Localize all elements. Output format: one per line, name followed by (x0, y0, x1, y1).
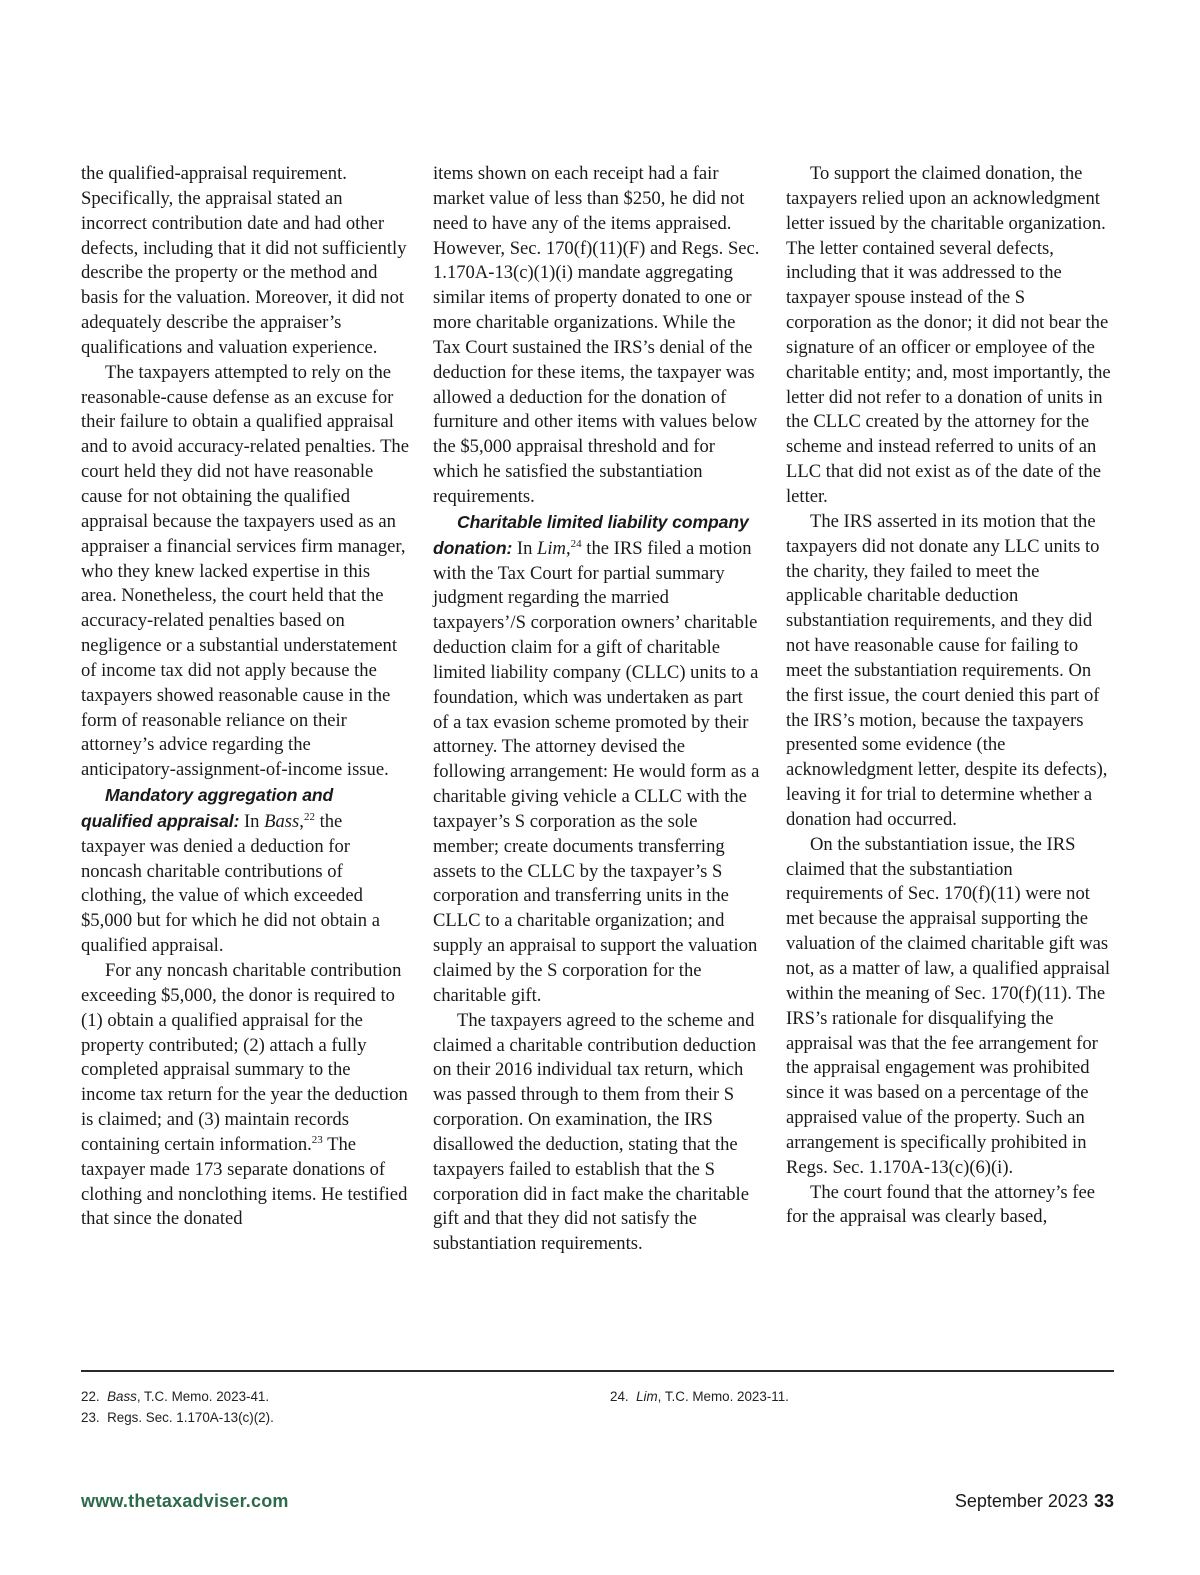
section-heading: Charitable limited liability company donation: (433, 511, 749, 558)
text-run: In (239, 810, 265, 832)
paragraph: The taxpayers attempted to rely on the reasonable-cause defense as an excuse for their failure to obtain a qualified appraisal and to avoid accuracy-related penalties. The court held they did not have reasonable cause for not obtaining the qualified appraisal because the taxpayers used as an appraiser a financial services firm manager, who they knew lacked expertise in this area. Nonetheless, the court held that the accuracy-related penalties based on negligence or a substantial understatement of income tax did not apply because the taxpayers showed reasonable cause in the form of reasonable reliance on their attorney’s advice regarding the anticipatory-assignment-of-income issue. (81, 361, 409, 781)
text-run: In (512, 537, 538, 559)
case-name: Bass (107, 1389, 137, 1404)
footnote-22 (81, 1387, 269, 1407)
text-run: , (565, 537, 571, 559)
paragraph (433, 510, 761, 1009)
footnote-text: Regs. Sec. 1.170A-13(c)(2). (107, 1410, 274, 1425)
text-column-2 (433, 162, 761, 1257)
text-column-3 (786, 162, 1114, 1230)
paragraph: the qualified-appraisal requirement. Specifically, the appraisal stated an incorrect contribution date and had other defects, including that it did not sufficiently describe the property or the method and basis for the valuation. Moreover, it did not adequately describe the appraiser’s qualifications and valuation experience. (81, 163, 407, 358)
footnote-number: 23. (81, 1410, 100, 1425)
footnote-ref: 23 (311, 1133, 323, 1146)
footnote-ref: 22 (303, 810, 315, 823)
case-name: Bass (264, 810, 300, 832)
text-run: the taxpayer was denied a deduction for noncash charitable contributions of clothing, the value of which exceeded $5,000 but for which he did not obtain a qualified appraisal. (81, 810, 380, 957)
text-run: , (299, 810, 304, 832)
footnote-23 (81, 1408, 274, 1428)
footnote-text: , T.C. Memo. 2023-41. (136, 1389, 270, 1404)
text-run: The taxpayer made 173 separate donations of clothing and nonclothing items. He testified that since the donated (81, 1133, 408, 1230)
footnote-number: 24. (610, 1389, 629, 1404)
issue-date: September 2023 (954, 1491, 1088, 1511)
paragraph: On the substantiation issue, the IRS claimed that the substantiation requirements of Sec. 170(f)(11) were not met because the appraisal supporting the valuation of the claimed charitable gift was not, as a matter of law, a qualified appraisal within the meaning of Sec. 170(f)(11). The IRS’s rationale for disqualifying the appraisal was that the fee arrangement for the appraisal engagement was prohibited since it was based on a percentage of the appraised value of the property. Such an arrangement is specifically prohibited in Regs. Sec. 1.170A-13(c)(6)(i). (786, 833, 1111, 1178)
issue-info (955, 1491, 1114, 1512)
website-link[interactable]: www.thetaxadviser.com (81, 1491, 289, 1511)
footnote-number: 22. (81, 1389, 100, 1404)
paragraph: The taxpayers agreed to the scheme and claimed a charitable contribution deduction on their 2016 individual tax return, which was passed through to them from their S corporation. On examination, the IRS disallowed the deduction, stating that the taxpayers failed to establish that the S corporation did in fact make the charitable gift and that they did not satisfy the substantiation requirements. (433, 1009, 757, 1255)
text-column-1 (81, 162, 409, 1232)
paragraph (81, 783, 409, 959)
section-heading: Mandatory aggregation and qualified appraisal: (81, 785, 334, 831)
footnote-divider (81, 1370, 1114, 1372)
text-run: the IRS filed a motion with the Tax Court for partial summary judgment regarding the married taxpayers’/S corporation owners’ charitable deduction claim for a gift of charitable limited liability company (CLLC) units to a foundation, which was undertaken as part of a tax evasion scheme promoted by their attorney. The attorney devised the following arrangement: He would form as a charitable giving vehicle a CLLC with the taxpayer’s S corporation as the sole member; create documents transferring assets to the CLLC by the taxpayer’s S corporation and transferring units in the CLLC to a charitable organization; and supply an appraisal to support the valuation claimed by the S corporation for the charitable gift. (433, 537, 760, 1006)
page-number: 33 (1093, 1491, 1114, 1511)
footnote-text: , T.C. Memo. 2023-11. (657, 1389, 789, 1404)
footnote-ref: 24 (570, 537, 582, 550)
paragraph: To support the claimed donation, the taxpayers relied upon an acknowledgment letter issued by the charitable organization. The letter contained several defects, including that it was addressed to the taxpayer spouse instead of the S corporation as the donor; it did not bear the signature of an officer or employee of the charitable entity; and, most importantly, the letter did not refer to a donation of units in the CLLC created by the attorney for the scheme and instead referred to units of an LLC that did not exist as of the date of the letter. (786, 163, 1111, 507)
footnote-24 (610, 1387, 789, 1407)
paragraph: The IRS asserted in its motion that the taxpayers did not donate any LLC units to the charity, they failed to meet the applicable charitable deduction substantiation requirements, and they did not have reasonable cause for failing to meet the substantiation requirements. On the first issue, the court denied this part of the IRS’s motion, because the taxpayers presented some evidence (the acknowledgment letter, despite its defects), leaving it for trial to determine whether a donation had occurred. (786, 510, 1108, 830)
paragraph: The court found that the attorney’s fee for the appraisal was clearly based, (786, 1181, 1095, 1228)
paragraph: items shown on each receipt had a fair market value of less than $250, he did not need to have any of the items appraised. However, Sec. 170(f)(11)(F) and Regs. Sec. 1.170A-13(c)(1)(i) mandate aggregating similar items of property donated to one or more charitable organizations. While the Tax Court sustained the IRS’s denial of the deduction for these items, the taxpayer was allowed a deduction for the donation of furniture and other items with values below the $5,000 appraisal threshold and for which he satisfied the substantiation requirements. (433, 163, 760, 507)
case-name: Lim (636, 1389, 658, 1404)
case-name: Lim (537, 537, 566, 559)
paragraph (81, 959, 409, 1232)
text-run: For any noncash charitable contribution exceeding $5,000, the donor is required to (1) obtain a qualified appraisal for the property contributed; (2) attach a fully completed appraisal summary to the income tax return for the year the deduction is claimed; and (3) maintain records containing certain information. (81, 960, 408, 1155)
